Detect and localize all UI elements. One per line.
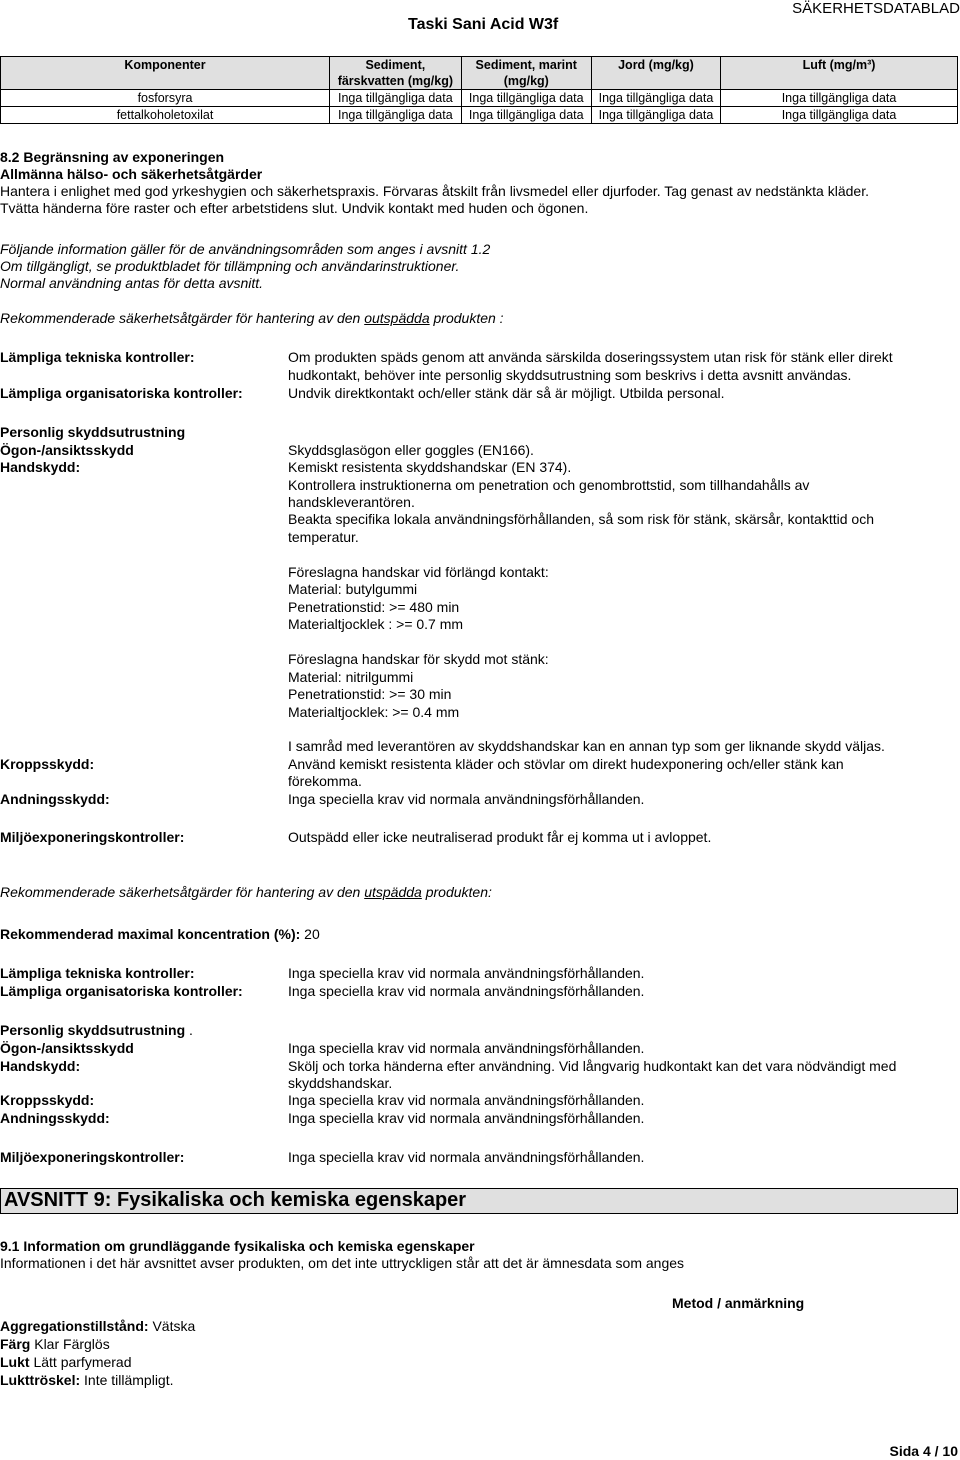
table-header-cell: Sediment, marint (mg/kg)	[461, 57, 591, 90]
page-number: Sida 4 / 10	[889, 1443, 958, 1459]
hand-protection-value: temperatur.	[288, 529, 359, 545]
property-row: Lukt Lätt parfymerad	[0, 1354, 132, 1370]
hand-protection-label: Handskydd:	[0, 459, 81, 475]
hand-protection-label: Handskydd:	[0, 1058, 81, 1074]
tech-controls-label: Lämpliga tekniska kontroller:	[0, 965, 195, 981]
environmental-controls-label: Miljöexponeringskontroller:	[0, 829, 185, 845]
respiratory-protection-value: Inga speciella krav vid normala användningsförhållanden.	[288, 791, 645, 807]
hand-protection-value: Skölj och torka händerna efter användning. Vid långvarig hudkontakt kan det vara nödvändigt med	[288, 1058, 897, 1074]
hand-protection-value: Kontrollera instruktionerna om penetration och genombrottstid, som tillhandahålls av	[288, 477, 810, 493]
product-name: Taski Sani Acid W3f	[408, 16, 559, 33]
property-row: Lukttröskel: Inte tillämpligt.	[0, 1372, 174, 1388]
table-cell: Inga tillgängliga data	[461, 90, 591, 107]
table-cell: Inga tillgängliga data	[721, 107, 958, 124]
glove-long-contact: Penetrationstid: >= 480 min	[288, 599, 460, 615]
glove-splash: Material: nitrilgummi	[288, 669, 414, 685]
eye-protection-label: Ögon-/ansiktsskydd	[0, 442, 134, 458]
exposure-table	[0, 56, 958, 124]
hand-protection-value: Kemiskt resistenta skyddshandskar (EN 374).	[288, 459, 572, 475]
table-cell: Inga tillgängliga data	[591, 90, 720, 107]
glove-consult-note: I samråd med leverantören av skyddshandskar kan en annan typ som ger liknande skydd väljas.	[288, 738, 885, 754]
org-controls-value: Undvik direktkontakt och/eller stänk där så är möjligt. Utbilda personal.	[288, 385, 725, 401]
glove-splash: Penetrationstid: >= 30 min	[288, 686, 452, 702]
table-cell: Inga tillgängliga data	[461, 107, 591, 124]
max-concentration: Rekommenderad maximal koncentration (%): 20	[0, 926, 320, 942]
general-measures-text: Tvätta händerna före raster och efter arbetstidens slut. Undvik kontakt med huden och ögonen.	[0, 200, 589, 216]
eye-protection-label: Ögon-/ansiktsskydd	[0, 1040, 134, 1056]
eye-protection-value: Skyddsglasögon eller goggles (EN166).	[288, 442, 534, 458]
undiluted-heading: Rekommenderade säkerhetsåtgärder för hantering av den outspädda produkten :	[0, 310, 504, 326]
table-cell: fettalkoholetoxilat	[1, 107, 330, 124]
tech-controls-value: hudkontakt, behöver inte personlig skyddsutrustning som beskrivs i detta avsnitt användas.	[288, 367, 852, 383]
ppe-label: Personlig skyddsutrustning .	[0, 1022, 193, 1038]
table-row	[1, 107, 958, 124]
glove-long-contact: Materialtjocklek : >= 0.7 mm	[288, 616, 464, 632]
table-cell: Inga tillgängliga data	[591, 107, 720, 124]
eye-protection-value: Inga speciella krav vid normala användningsförhållanden.	[288, 1040, 645, 1056]
property-row: Aggregationstillstånd: Vätska	[0, 1318, 196, 1334]
table-header-cell: Luft (mg/m³)	[721, 57, 958, 90]
section-9-1-description: Informationen i det här avsnittet avser produkten, om det inte uttryckligen står att det är ämnesdata som anges	[0, 1255, 685, 1271]
environmental-controls-label: Miljöexponeringskontroller:	[0, 1149, 185, 1165]
body-protection-label: Kroppsskydd:	[0, 756, 95, 772]
glove-long-contact: Föreslagna handskar vid förlängd kontakt:	[288, 564, 549, 580]
glove-splash: Föreslagna handskar för skydd mot stänk:	[288, 651, 549, 667]
tech-controls-value: Inga speciella krav vid normala användningsförhållanden.	[288, 965, 645, 981]
section-8-2-title: 8.2 Begränsning av exponeringen	[0, 149, 225, 165]
table-header-cell: Sediment, färskvatten (mg/kg)	[330, 57, 462, 90]
info-note: Om tillgängligt, se produktbladet för tillämpning och användarinstruktioner.	[0, 258, 460, 274]
tech-controls-label: Lämpliga tekniska kontroller:	[0, 349, 195, 365]
org-controls-value: Inga speciella krav vid normala användningsförhållanden.	[288, 983, 645, 999]
table-header-cell: Komponenter	[1, 57, 330, 90]
hand-protection-value: skyddshandskar.	[288, 1075, 393, 1091]
environmental-controls-value: Outspädd eller icke neutraliserad produkt får ej komma ut i avloppet.	[288, 829, 712, 845]
section-9-1-title: 9.1 Information om grundläggande fysikaliska och kemiska egenskaper	[0, 1238, 475, 1254]
tech-controls-value: Om produkten späds genom att använda särskilda doseringssystem utan risk för stänk eller direkt	[288, 349, 893, 365]
property-row: Färg Klar Färglös	[0, 1336, 110, 1352]
table-cell: Inga tillgängliga data	[330, 107, 462, 124]
section-9-title: AVSNITT 9: Fysikaliska och kemiska egenskaper	[4, 1189, 467, 1211]
body-protection-value: Använd kemiskt resistenta kläder och stövlar om direkt hudexponering och/eller stänk kan	[288, 756, 844, 772]
environmental-controls-value: Inga speciella krav vid normala användningsförhållanden.	[288, 1149, 645, 1165]
org-controls-label: Lämpliga organisatoriska kontroller:	[0, 983, 243, 999]
info-note: Normal användning antas för detta avsnitt.	[0, 275, 264, 291]
respiratory-protection-label: Andningsskydd:	[0, 1110, 110, 1126]
org-controls-label: Lämpliga organisatoriska kontroller:	[0, 385, 243, 401]
respiratory-protection-label: Andningsskydd:	[0, 791, 110, 807]
table-cell: Inga tillgängliga data	[330, 90, 462, 107]
hand-protection-value: handskleverantören.	[288, 494, 415, 510]
respiratory-protection-value: Inga speciella krav vid normala användningsförhållanden.	[288, 1110, 645, 1126]
general-measures-text: Hantera i enlighet med god yrkeshygien och säkerhetspraxis. Förvaras åtskilt från livsmedel eller djurfoder. Tag genast av nedstänkta kläder.	[0, 183, 869, 199]
info-note: Följande information gäller för de användningsområden som anges i avsnitt 1.2	[0, 241, 491, 257]
body-protection-value: Inga speciella krav vid normala användningsförhållanden.	[288, 1092, 645, 1108]
method-remark-header: Metod / anmärkning	[672, 1295, 805, 1311]
diluted-heading: Rekommenderade säkerhetsåtgärder för hantering av den utspädda produkten:	[0, 884, 492, 900]
document-type: SÄKERHETSDATABLAD	[792, 0, 960, 17]
table-header-row	[1, 57, 958, 90]
glove-long-contact: Material: butylgummi	[288, 581, 418, 597]
glove-splash: Materialtjocklek: >= 0.4 mm	[288, 704, 460, 720]
table-header-cell: Jord (mg/kg)	[591, 57, 720, 90]
body-protection-value: förekomma.	[288, 773, 362, 789]
hand-protection-value: Beakta specifika lokala användningsförhållanden, så som risk för stänk, skärsår, kontakttid och	[288, 511, 874, 527]
table-cell: Inga tillgängliga data	[721, 90, 958, 107]
table-cell: fosforsyra	[1, 90, 330, 107]
general-measures-subtitle: Allmänna hälso- och säkerhetsåtgärder	[0, 166, 263, 182]
body-protection-label: Kroppsskydd:	[0, 1092, 95, 1108]
table-row	[1, 90, 958, 107]
ppe-label: Personlig skyddsutrustning	[0, 424, 186, 440]
